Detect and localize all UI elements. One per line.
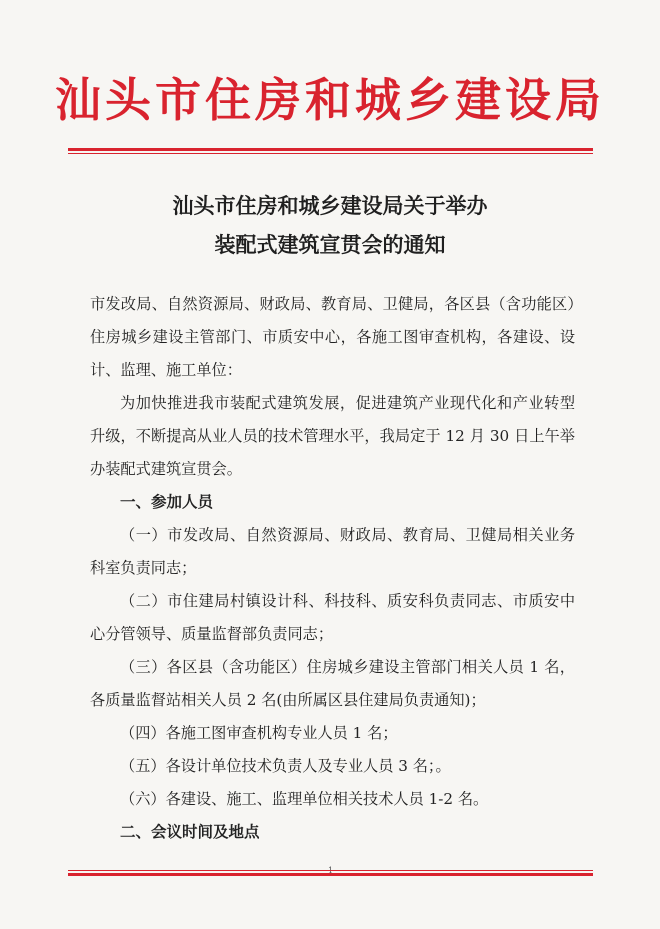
participant-item: （五）各设计单位技术负责人及专业人员 3 名；。: [120, 757, 451, 775]
masthead-title: 汕头市住房和城乡建设局: [55, 73, 605, 127]
document-title-line-2: 装配式建筑宣贯会的通知: [214, 232, 446, 257]
participant-item: （四）各施工图审查机构专业人员 1 名；: [120, 724, 398, 742]
section-heading-participants: 一、参加人员: [120, 493, 214, 511]
footer-divider-thick: [68, 873, 593, 876]
masthead-divider-thin: [68, 153, 593, 154]
participant-item: （三）各区县（含功能区）住房城乡建设主管部门相关人员 1 名，各质量监督站相关人员 2 名(由所属区县住建局负责通知)；: [90, 658, 575, 709]
document-body: [90, 288, 575, 849]
footer-divider-thin: [68, 870, 593, 871]
document-title-line-1: 汕头市住房和城乡建设局关于举办: [172, 193, 488, 218]
masthead-divider-thick: [68, 148, 593, 151]
section-heading-time-location: 二、会议时间及地点: [120, 823, 260, 841]
participant-item: （六）各建设、施工、监理单位相关技术人员 1-2 名。: [120, 790, 489, 808]
intro-paragraph: 为加快推进我市装配式建筑发展，促进建筑产业现代化和产业转型升级，不断提高从业人员的技术管理水平，我局定于 12 月 30 日上午举办装配式建筑宣贯会。: [90, 394, 575, 478]
participant-item: （一）市发改局、自然资源局、财政局、教育局、卫健局相关业务科室负责同志；: [90, 526, 575, 577]
participant-item: （二）市住建局村镇设计科、科技科、质安科负责同志、市质安中心分管领导、质量监督部负责同志；: [90, 592, 575, 643]
recipients-paragraph: 市发改局、自然资源局、财政局、教育局、卫健局，各区县（含功能区）住房城乡建设主管部门、市质安中心，各施工图审查机构，各建设、设计、监理、施工单位：: [90, 295, 575, 379]
